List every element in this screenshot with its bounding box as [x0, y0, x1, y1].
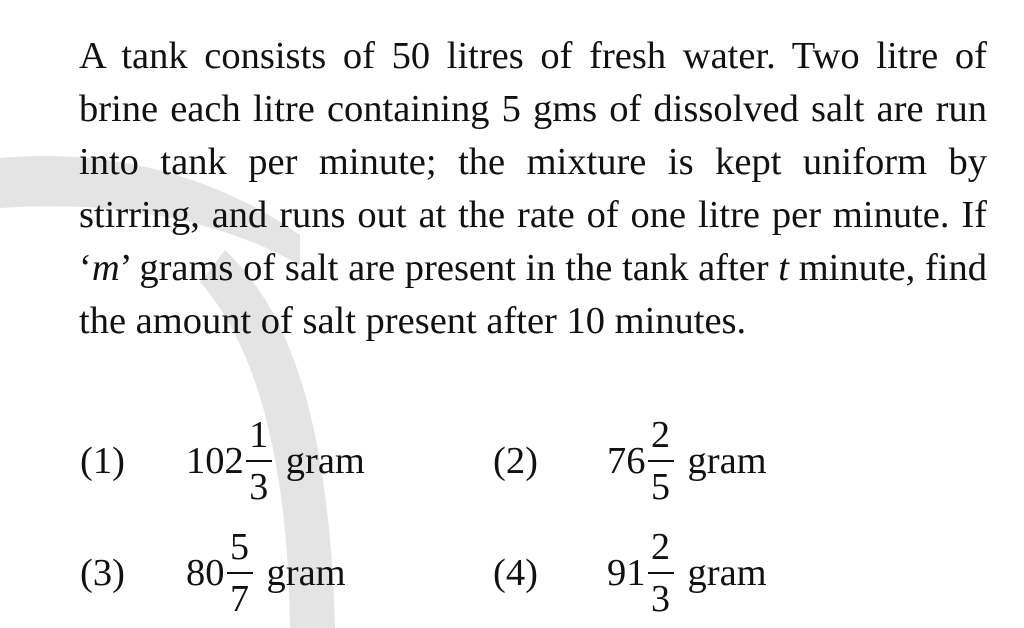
- option-3-label: (3): [80, 552, 125, 594]
- option-3[interactable]: [80, 528, 346, 618]
- option-1-denominator: 3: [249, 466, 269, 508]
- option-1-whole: 102: [186, 440, 244, 482]
- option-4-denominator: 3: [651, 578, 670, 620]
- option-4-label: (4): [493, 552, 538, 594]
- option-4[interactable]: [493, 528, 767, 618]
- option-4-whole: 91: [607, 552, 646, 594]
- option-2[interactable]: [493, 416, 767, 506]
- option-2-whole: 76: [607, 440, 646, 482]
- option-1[interactable]: [80, 416, 365, 506]
- option-2-unit: gram: [687, 440, 767, 482]
- option-3-fraction: [227, 528, 253, 618]
- option-2-label: (2): [493, 440, 538, 482]
- option-3-denominator: 7: [230, 578, 249, 620]
- question-part-3: minute, find the amount of salt present after 10 minutes.: [79, 247, 987, 342]
- option-3-unit: gram: [266, 552, 346, 594]
- question-part-1: A tank consists of 50 litres of fresh water. Two litre of brine each litre containing 5 gms of dissolved salt are run into tank per minute; the mixture is kept uniform by stirring, and runs out at the rate of one litre per minute. If ‘: [79, 35, 987, 289]
- question-part-2: ’ grams of salt are present in the tank after: [119, 247, 779, 289]
- option-4-unit: gram: [687, 552, 767, 594]
- variable-t: t: [778, 247, 789, 289]
- option-1-fraction: [246, 416, 272, 506]
- option-1-label: (1): [80, 440, 125, 482]
- option-4-fraction: [648, 528, 674, 618]
- option-2-fraction: [648, 416, 674, 506]
- option-4-numerator: 2: [651, 526, 670, 568]
- option-2-denominator: 5: [651, 466, 670, 508]
- option-1-unit: gram: [285, 440, 365, 482]
- option-1-numerator: 1: [249, 414, 269, 456]
- question-text: [79, 30, 987, 348]
- option-3-numerator: 5: [230, 526, 249, 568]
- option-3-whole: 80: [186, 552, 225, 594]
- option-2-numerator: 2: [651, 414, 670, 456]
- variable-m: m: [91, 247, 120, 289]
